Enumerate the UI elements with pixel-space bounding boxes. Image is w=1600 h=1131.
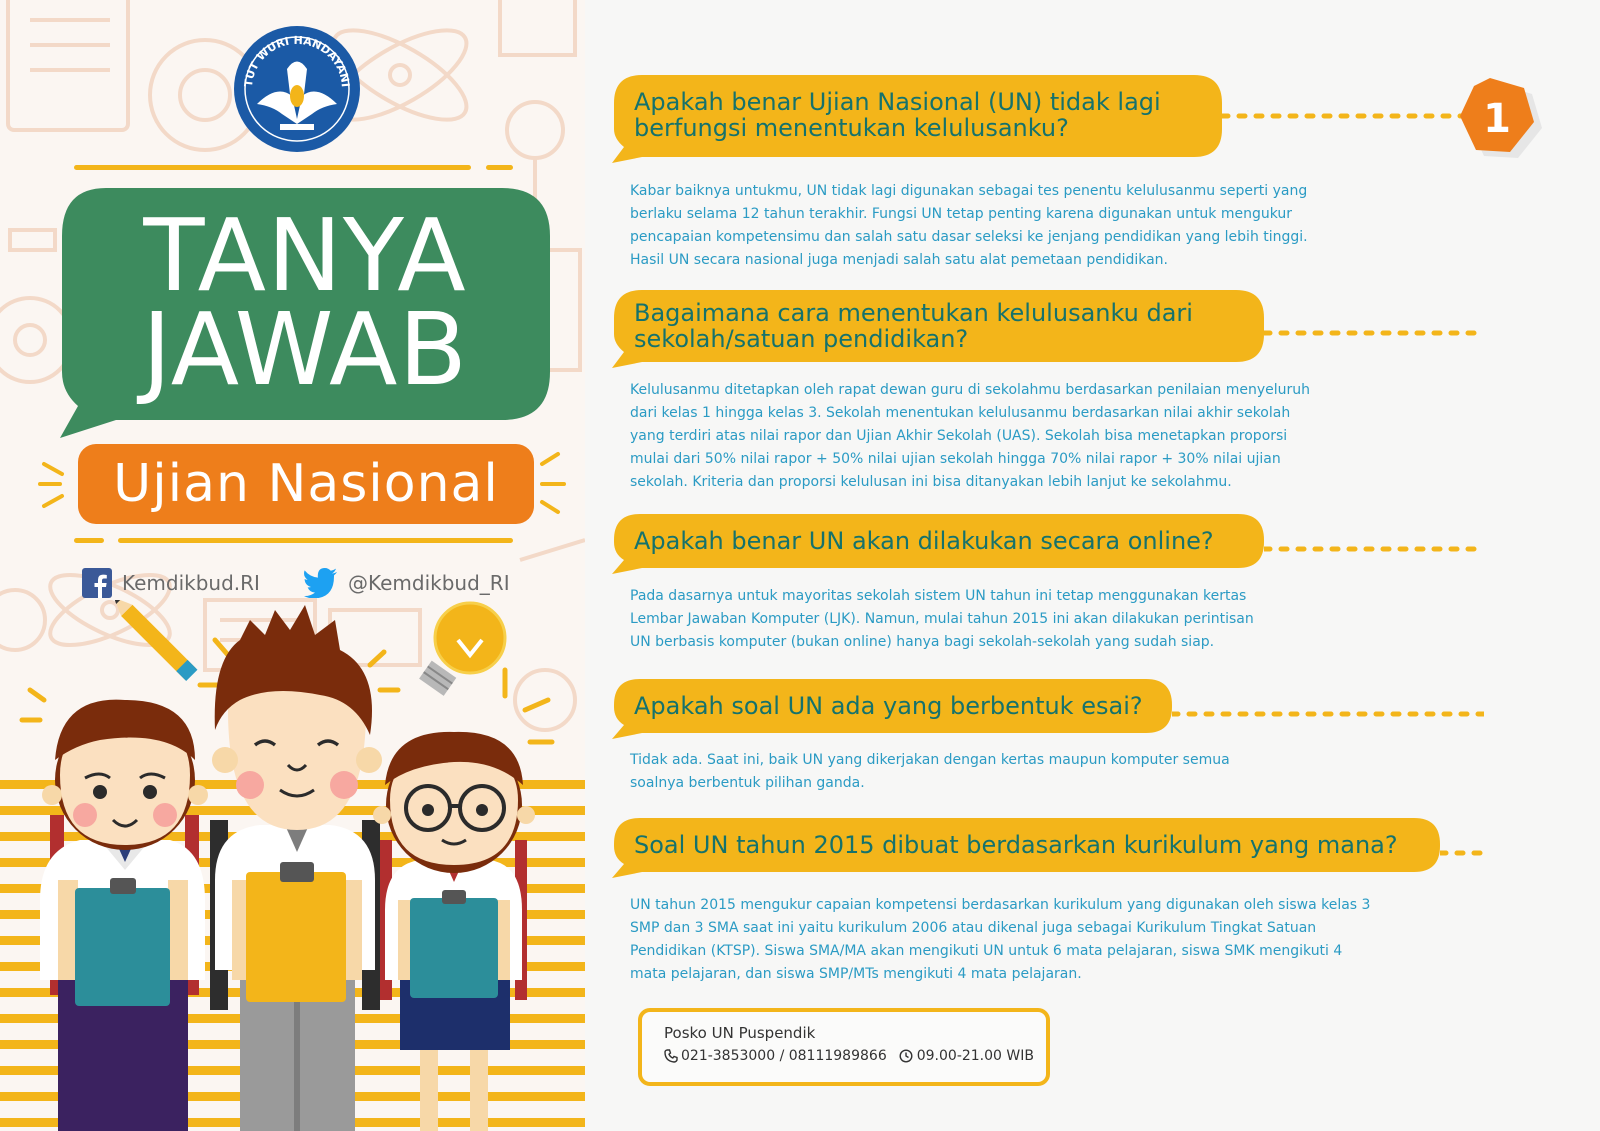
- question-4-line-1: Apakah soal UN ada yang berbentuk esai?: [634, 692, 1143, 720]
- title-line-1: TANYA: [143, 197, 467, 314]
- dotted-line-2: [1264, 330, 1484, 336]
- question-1-line-1: Apakah benar Ujian Nasional (UN) tidak lagi: [634, 88, 1161, 116]
- subtitle-text: Ujian Nasional: [113, 454, 499, 514]
- contact-phone: 021-3853000 / 08111989866: [681, 1048, 887, 1064]
- dotted-line-3: [1264, 546, 1484, 552]
- tut-wuri-handayani-logo: [232, 24, 362, 154]
- contact-title: Posko UN Puspendik: [664, 1024, 816, 1042]
- subtitle-banner: [78, 444, 534, 524]
- twitter-icon: [304, 568, 338, 598]
- answer-1-line: Hasil UN secara nasional juga menjadi salah satu alat pemetaan pendidikan.: [630, 252, 1169, 268]
- answer-3: [630, 585, 1254, 654]
- answer-4-line: Tidak ada. Saat ini, baik UN yang dikerjakan dengan kertas maupun komputer semua: [630, 752, 1230, 768]
- answer-5-line: SMP dan 3 SMA saat ini yaitu kurikulum 2006 atau dikenal juga sebagai Kurikulum Tingkat Satuan: [630, 920, 1317, 936]
- answer-2-line: sekolah. Kriteria dan proporsi kelulusan ini bisa ditanyakan lebih lanjut ke sekolahmu.: [630, 474, 1232, 490]
- answer-3-line: Pada dasarnya untuk mayoritas sekolah sistem UN tahun ini tetap menggunakan kertas: [630, 588, 1247, 604]
- students-illustration: [0, 600, 585, 1131]
- question-2-line-1: Bagaimana cara menentukan kelulusanku dari: [634, 299, 1193, 327]
- answer-5: [630, 894, 1370, 986]
- answer-1-line: Kabar baiknya untukmu, UN tidak lagi digunakan sebagai tes penentu kelulusanmu seperti yang: [630, 183, 1308, 199]
- answer-1: [630, 180, 1308, 272]
- question-3-line-1: Apakah benar UN akan dilakukan secara online?: [634, 527, 1214, 555]
- answer-4: [630, 749, 1230, 795]
- answer-2-line: yang terdiri atas nilai rapor dan Ujian Akhir Sekolah (UAS). Sekolah bisa menetapkan proporsi: [630, 428, 1288, 444]
- question-bubble-1: [612, 75, 1222, 165]
- question-5-line-1: Soal UN tahun 2015 dibuat berdasarkan kurikulum yang mana?: [634, 831, 1398, 859]
- facebook-handle[interactable]: [82, 568, 260, 598]
- title-line-2: JAWAB: [141, 291, 469, 408]
- answer-2-line: Kelulusanmu ditetapkan oleh rapat dewan guru di sekolahmu berdasarkan penilaian menyeluruh: [630, 382, 1311, 398]
- answer-2-line: dari kelas 1 hingga kelas 3. Sekolah menentukan kelulusanmu berdasarkan nilai akhir sekolah: [630, 405, 1291, 421]
- contact-hours: 09.00-21.00 WIB: [916, 1048, 1034, 1064]
- answer-4-line: soalnya berbentuk pilihan ganda.: [630, 775, 865, 791]
- dotted-line-4: [1172, 711, 1484, 717]
- dotted-line-5: [1440, 850, 1484, 856]
- question-1-line-2: berfungsi menentukan kelulusanku?: [634, 114, 1069, 142]
- answer-3-line: UN berbasis komputer (bukan online) hanya bagi sekolah-sekolah yang sudah siap.: [630, 634, 1215, 650]
- twitter-handle-text: @Kemdikbud_RI: [348, 571, 510, 595]
- answer-2: [630, 379, 1310, 494]
- number-badge: [1452, 72, 1542, 162]
- answer-2-line: mulai dari 50% nilai rapor + 50% nilai ujian sekolah hingga 70% nilai rapor + 30% nilai ujian: [630, 451, 1281, 467]
- dotted-line-1: [1222, 113, 1462, 119]
- answer-5-line: Pendidikan (KTSP). Siswa SMA/MA akan mengikuti UN untuk 6 mata pelajaran, siswa SMK mengikuti 4: [630, 943, 1343, 959]
- answer-1-line: pencapaian kompetensimu dan salah satu dasar seleksi ke jenjang pendidikan yang lebih tinggi.: [630, 229, 1308, 245]
- phone-icon: [664, 1049, 678, 1063]
- answer-5-line: mata pelajaran, dan siswa SMP/MTs mengikuti 4 mata pelajaran.: [630, 966, 1082, 982]
- question-bubble-2: [612, 290, 1264, 370]
- facebook-icon: [82, 568, 112, 598]
- svg-text:1: 1: [1483, 96, 1511, 142]
- answer-5-line: UN tahun 2015 mengukur capaian kompetensi berdasarkan kurikulum yang digunakan oleh siswa kelas 3: [630, 897, 1371, 913]
- facebook-handle-text: Kemdikbud.RI: [122, 571, 260, 595]
- question-2-line-2: sekolah/satuan pendidikan?: [634, 325, 969, 353]
- question-bubble-4: [612, 679, 1172, 741]
- svg-text:TUT WURI HANDAYANI: TUT WURI HANDAYANI: [241, 33, 352, 88]
- answer-3-line: Lembar Jawaban Komputer (LJK). Namun, mulai tahun 2015 ini akan dilakukan perintisan: [630, 611, 1254, 627]
- question-bubble-3: [612, 514, 1264, 576]
- answer-1-line: berlaku selama 12 tahun terakhir. Fungsi UN tetap penting karena digunakan untuk mengukur: [630, 206, 1293, 222]
- contact-box: [638, 1008, 1050, 1086]
- clock-icon: [898, 1049, 914, 1063]
- question-bubble-5: [612, 818, 1440, 880]
- decor-line-top-short: [486, 165, 513, 170]
- contact-line: [664, 1048, 1034, 1064]
- left-panel: [0, 0, 585, 1131]
- twitter-handle[interactable]: [304, 568, 510, 598]
- decor-line-top: [74, 165, 471, 170]
